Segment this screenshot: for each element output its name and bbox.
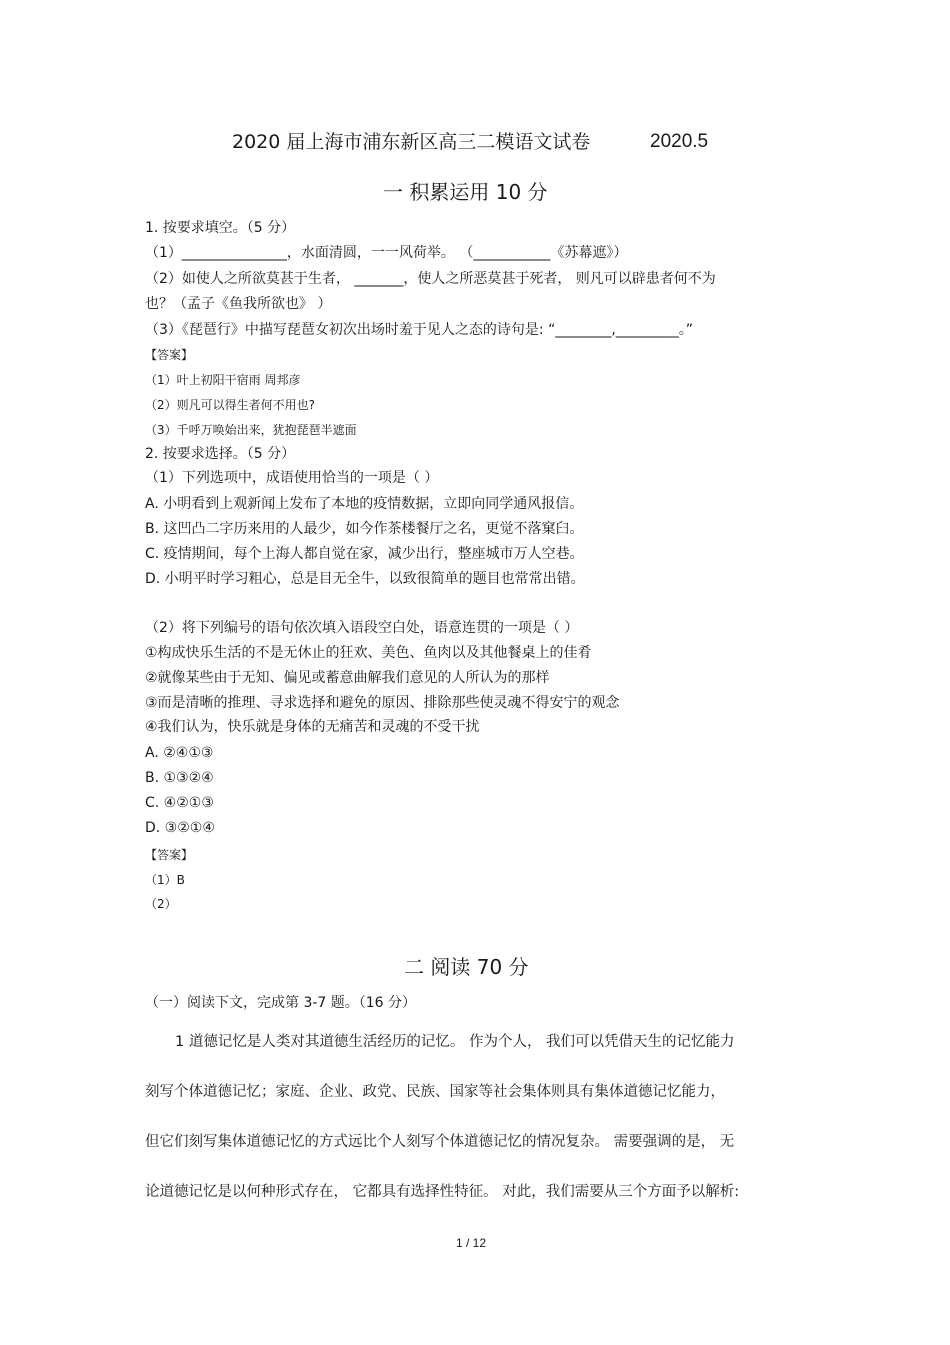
q2-sub-1: （1）下列选项中，成语使用恰当的一项是（ ） — [145, 470, 439, 486]
q1-line-3: （3）《琵琶行》中描写琵琶女初次出场时羞于见人之态的诗句是: “________,_________。” — [145, 322, 694, 338]
q2-sentence-3: ③而是清晰的推理、寻求选择和避免的原因、排除那些使灵魂不得安宁的观念 — [145, 695, 620, 711]
q2-sentence-2: ②就像某些由于无知、偏见或蓄意曲解我们意见的人所认为的那样 — [145, 670, 550, 686]
section-1-heading: 一 积累运用 10 分 — [383, 180, 548, 204]
q1-stem: 1. 按要求填空。（5 分） — [145, 220, 296, 236]
document-date: 2020.5 — [650, 131, 709, 152]
q1-line-1: （1）_______________，水面清圆，一一风荷举。 （___________《苏幕遮》） — [145, 245, 628, 261]
reading-paragraph-line-2: 刻写个体道德记忆；家庭、企业、政党、民族、国家等社会集体则具有集体道德记忆能力， — [145, 1084, 725, 1100]
q2-answer-label: 【答案】 — [145, 848, 194, 862]
q2-stem: 2. 按要求选择。（5 分） — [145, 446, 296, 462]
q2-option-a: A. 小明看到上观新闻上发布了本地的疫情数据，立即向同学通风报信。 — [145, 496, 584, 512]
q2-choice-b: B. ①③②④ — [145, 770, 214, 786]
q1-answer-label: 【答案】 — [145, 348, 194, 362]
q2-choice-d: D. ③②①④ — [145, 820, 215, 836]
reading-paragraph-line-1: 1 道德记忆是人类对其道德生活经历的记忆。 作为个人， 我们可以凭借天生的记忆能力 — [175, 1034, 735, 1050]
section-2-heading: 二 阅读 70 分 — [404, 955, 529, 979]
q1-answer-1: （1）叶上初阳干宿雨 周邦彦 — [145, 373, 301, 387]
q2-choice-a: A. ②④①③ — [145, 745, 214, 761]
reading-intro: （一）阅读下文，完成第 3-7 题。（16 分） — [145, 995, 417, 1011]
q2-choice-c: C. ④②①③ — [145, 795, 214, 811]
reading-paragraph-line-3: 但它们刻写集体道德记忆的方式远比个人刻写个体道德记忆的情况复杂。 需要强调的是， 无 — [145, 1134, 735, 1150]
q1-line-2b: 也？（孟子《鱼我所欲也》 ） — [145, 296, 332, 312]
q2-sentence-1: ①构成快乐生活的不是无休止的狂欢、美色、鱼肉以及其他餐桌上的佳肴 — [145, 645, 592, 661]
q2-option-b: B. 这凹凸二字历来用的人最少，如今作茶楼餐厅之名，更觉不落窠臼。 — [145, 521, 584, 537]
q2-sentence-4: ④我们认为，快乐就是身体的无痛苦和灵魂的不受干扰 — [145, 719, 480, 735]
q1-answer-2: （2）则凡可以得生者何不用也? — [145, 398, 316, 412]
page-indicator: 1 / 12 — [456, 1236, 487, 1250]
q2-option-c: C. 疫情期间，每个上海人都自觉在家，减少出行，整座城市万人空巷。 — [145, 546, 584, 562]
q2-option-d: D. 小明平时学习粗心，总是目无全牛，以致很简单的题目也常常出错。 — [145, 571, 585, 587]
reading-paragraph-line-4: 论道德记忆是以何种形式存在， 它都具有选择性特征。 对此，我们需要从三个方面予以解析: — [145, 1184, 740, 1200]
q2-sub-2: （2）将下列编号的语句依次填入语段空白处，语意连贯的一项是（ ） — [145, 620, 579, 636]
q2-answer-2: （2） — [145, 897, 177, 911]
q1-line-2a: （2）如使人之所欲莫甚于生者， _______，使人之所恶莫甚于死者， 则凡可以辟患者何不为 — [145, 271, 716, 287]
document-title: 2020 届上海市浦东新区高三二模语文试卷 — [232, 131, 591, 153]
q2-answer-1: （1）B — [145, 873, 185, 887]
q1-answer-3: （3）千呼万唤始出来，犹抱琵琶半遮面 — [145, 423, 357, 437]
